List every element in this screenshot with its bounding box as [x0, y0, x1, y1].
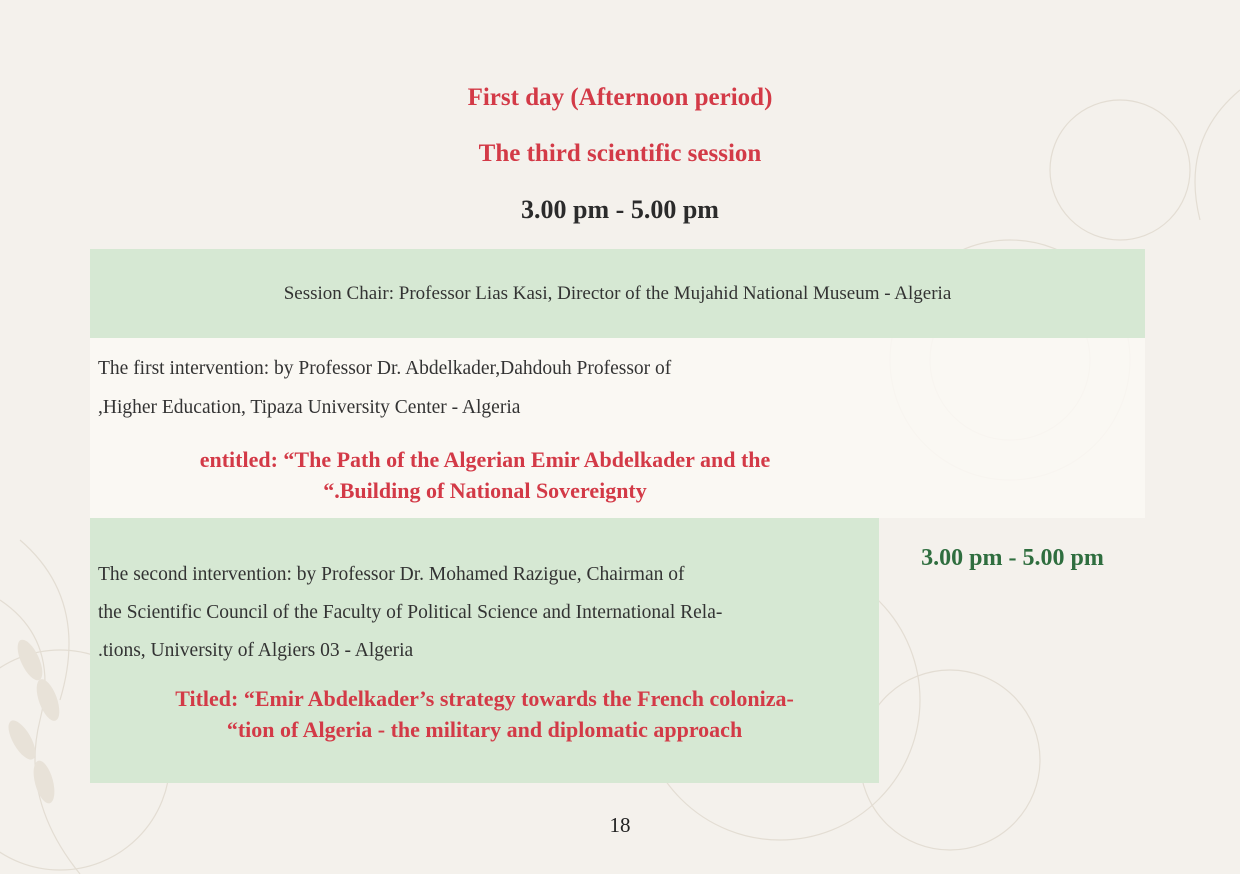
session-chair-box: [90, 249, 1145, 338]
session-chair-text: Session Chair: Professor Lias Kasi, Director of the Mujahid National Museum - Algeria: [283, 282, 952, 304]
first-intervention-line-1: The first intervention: by Professor Dr. Abdelkader,Dahdouh Professor of: [98, 358, 672, 379]
first-intervention-title-line-2: “.Building of National Sovereignty: [323, 478, 647, 503]
day-title: First day (Afternoon period): [467, 84, 773, 111]
first-intervention-title-line-1: entitled: “The Path of the Algerian Emir Abdelkader and the: [199, 447, 771, 472]
second-intervention-line-2: the Scientific Council of the Faculty of Political Science and International Rela-: [98, 602, 723, 623]
session-time: 3.00 pm - 5.00 pm: [521, 195, 719, 224]
second-intervention-title-line-1: Titled: “Emir Abdelkader’s strategy towards the French coloniza-: [175, 686, 794, 711]
second-intervention-title-line-2: “tion of Algeria - the military and diplomatic approach: [226, 717, 743, 742]
page-number: 18: [609, 813, 631, 837]
second-intervention-line-3: .tions, University of Algiers 03 - Algeria: [98, 640, 414, 661]
session-time-side: 3.00 pm - 5.00 pm: [921, 545, 1104, 571]
session-title: The third scientific session: [478, 140, 762, 167]
second-intervention: [90, 518, 879, 783]
first-intervention-line-2: ,Higher Education, Tipaza University Center - Algeria: [98, 397, 521, 418]
first-intervention: [90, 338, 1145, 518]
second-intervention-line-1: The second intervention: by Professor Dr. Mohamed Razigue, Chairman of: [98, 564, 685, 585]
